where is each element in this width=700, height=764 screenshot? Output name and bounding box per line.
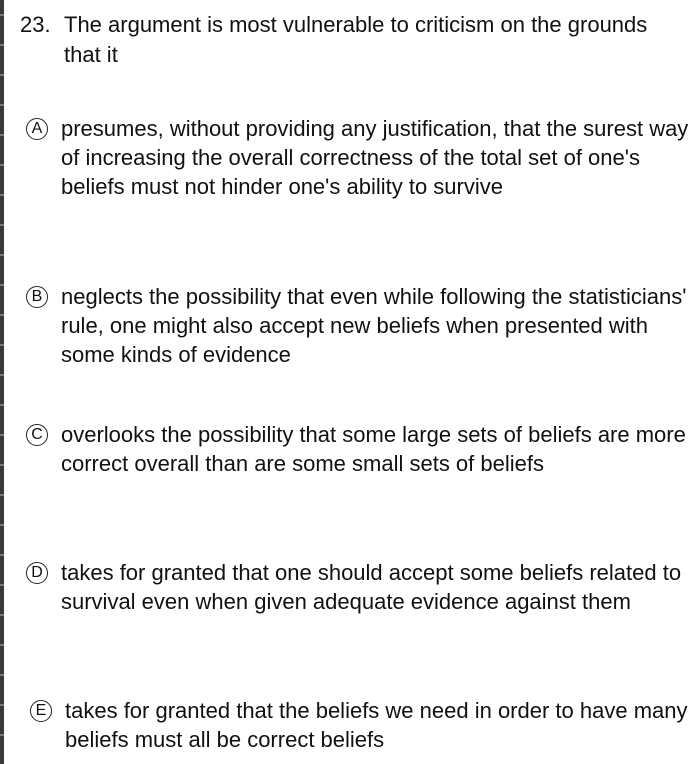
question-stem: The argument is most vulnerable to criticism on the grounds that it bbox=[64, 12, 648, 67]
page-edge-border bbox=[0, 0, 4, 764]
answer-option-a[interactable] bbox=[26, 114, 690, 201]
answer-option-e[interactable] bbox=[30, 696, 694, 754]
option-d-letter-circle[interactable]: D bbox=[26, 562, 48, 584]
option-e-text: takes for granted that the beliefs we need in order to have many beliefs must all be correct beliefs bbox=[65, 698, 688, 752]
option-d-text: takes for granted that one should accept some beliefs related to survival even when given adequate evidence against them bbox=[61, 560, 682, 614]
option-b-text: neglects the possibility that even while following the statisticians' rule, one might also accept new beliefs when presented with some kinds of evidence bbox=[61, 284, 687, 367]
question-number: 23. bbox=[20, 12, 51, 37]
option-e-letter-circle[interactable]: E bbox=[30, 700, 52, 722]
option-a-text: presumes, without providing any justification, that the surest way of increasing the overall correctness of the total set of one's beliefs must not hinder one's ability to survive bbox=[61, 116, 689, 199]
answer-option-d[interactable] bbox=[26, 558, 690, 616]
option-c-letter-circle[interactable]: C bbox=[26, 424, 48, 446]
answer-option-c[interactable] bbox=[26, 420, 690, 478]
option-a-letter-circle[interactable]: A bbox=[26, 118, 48, 140]
answer-option-b[interactable] bbox=[26, 282, 690, 369]
option-b-letter-circle[interactable]: B bbox=[26, 286, 48, 308]
option-c-text: overlooks the possibility that some large sets of beliefs are more correct overall than are some small sets of beliefs bbox=[61, 422, 686, 476]
question-header bbox=[20, 10, 680, 70]
